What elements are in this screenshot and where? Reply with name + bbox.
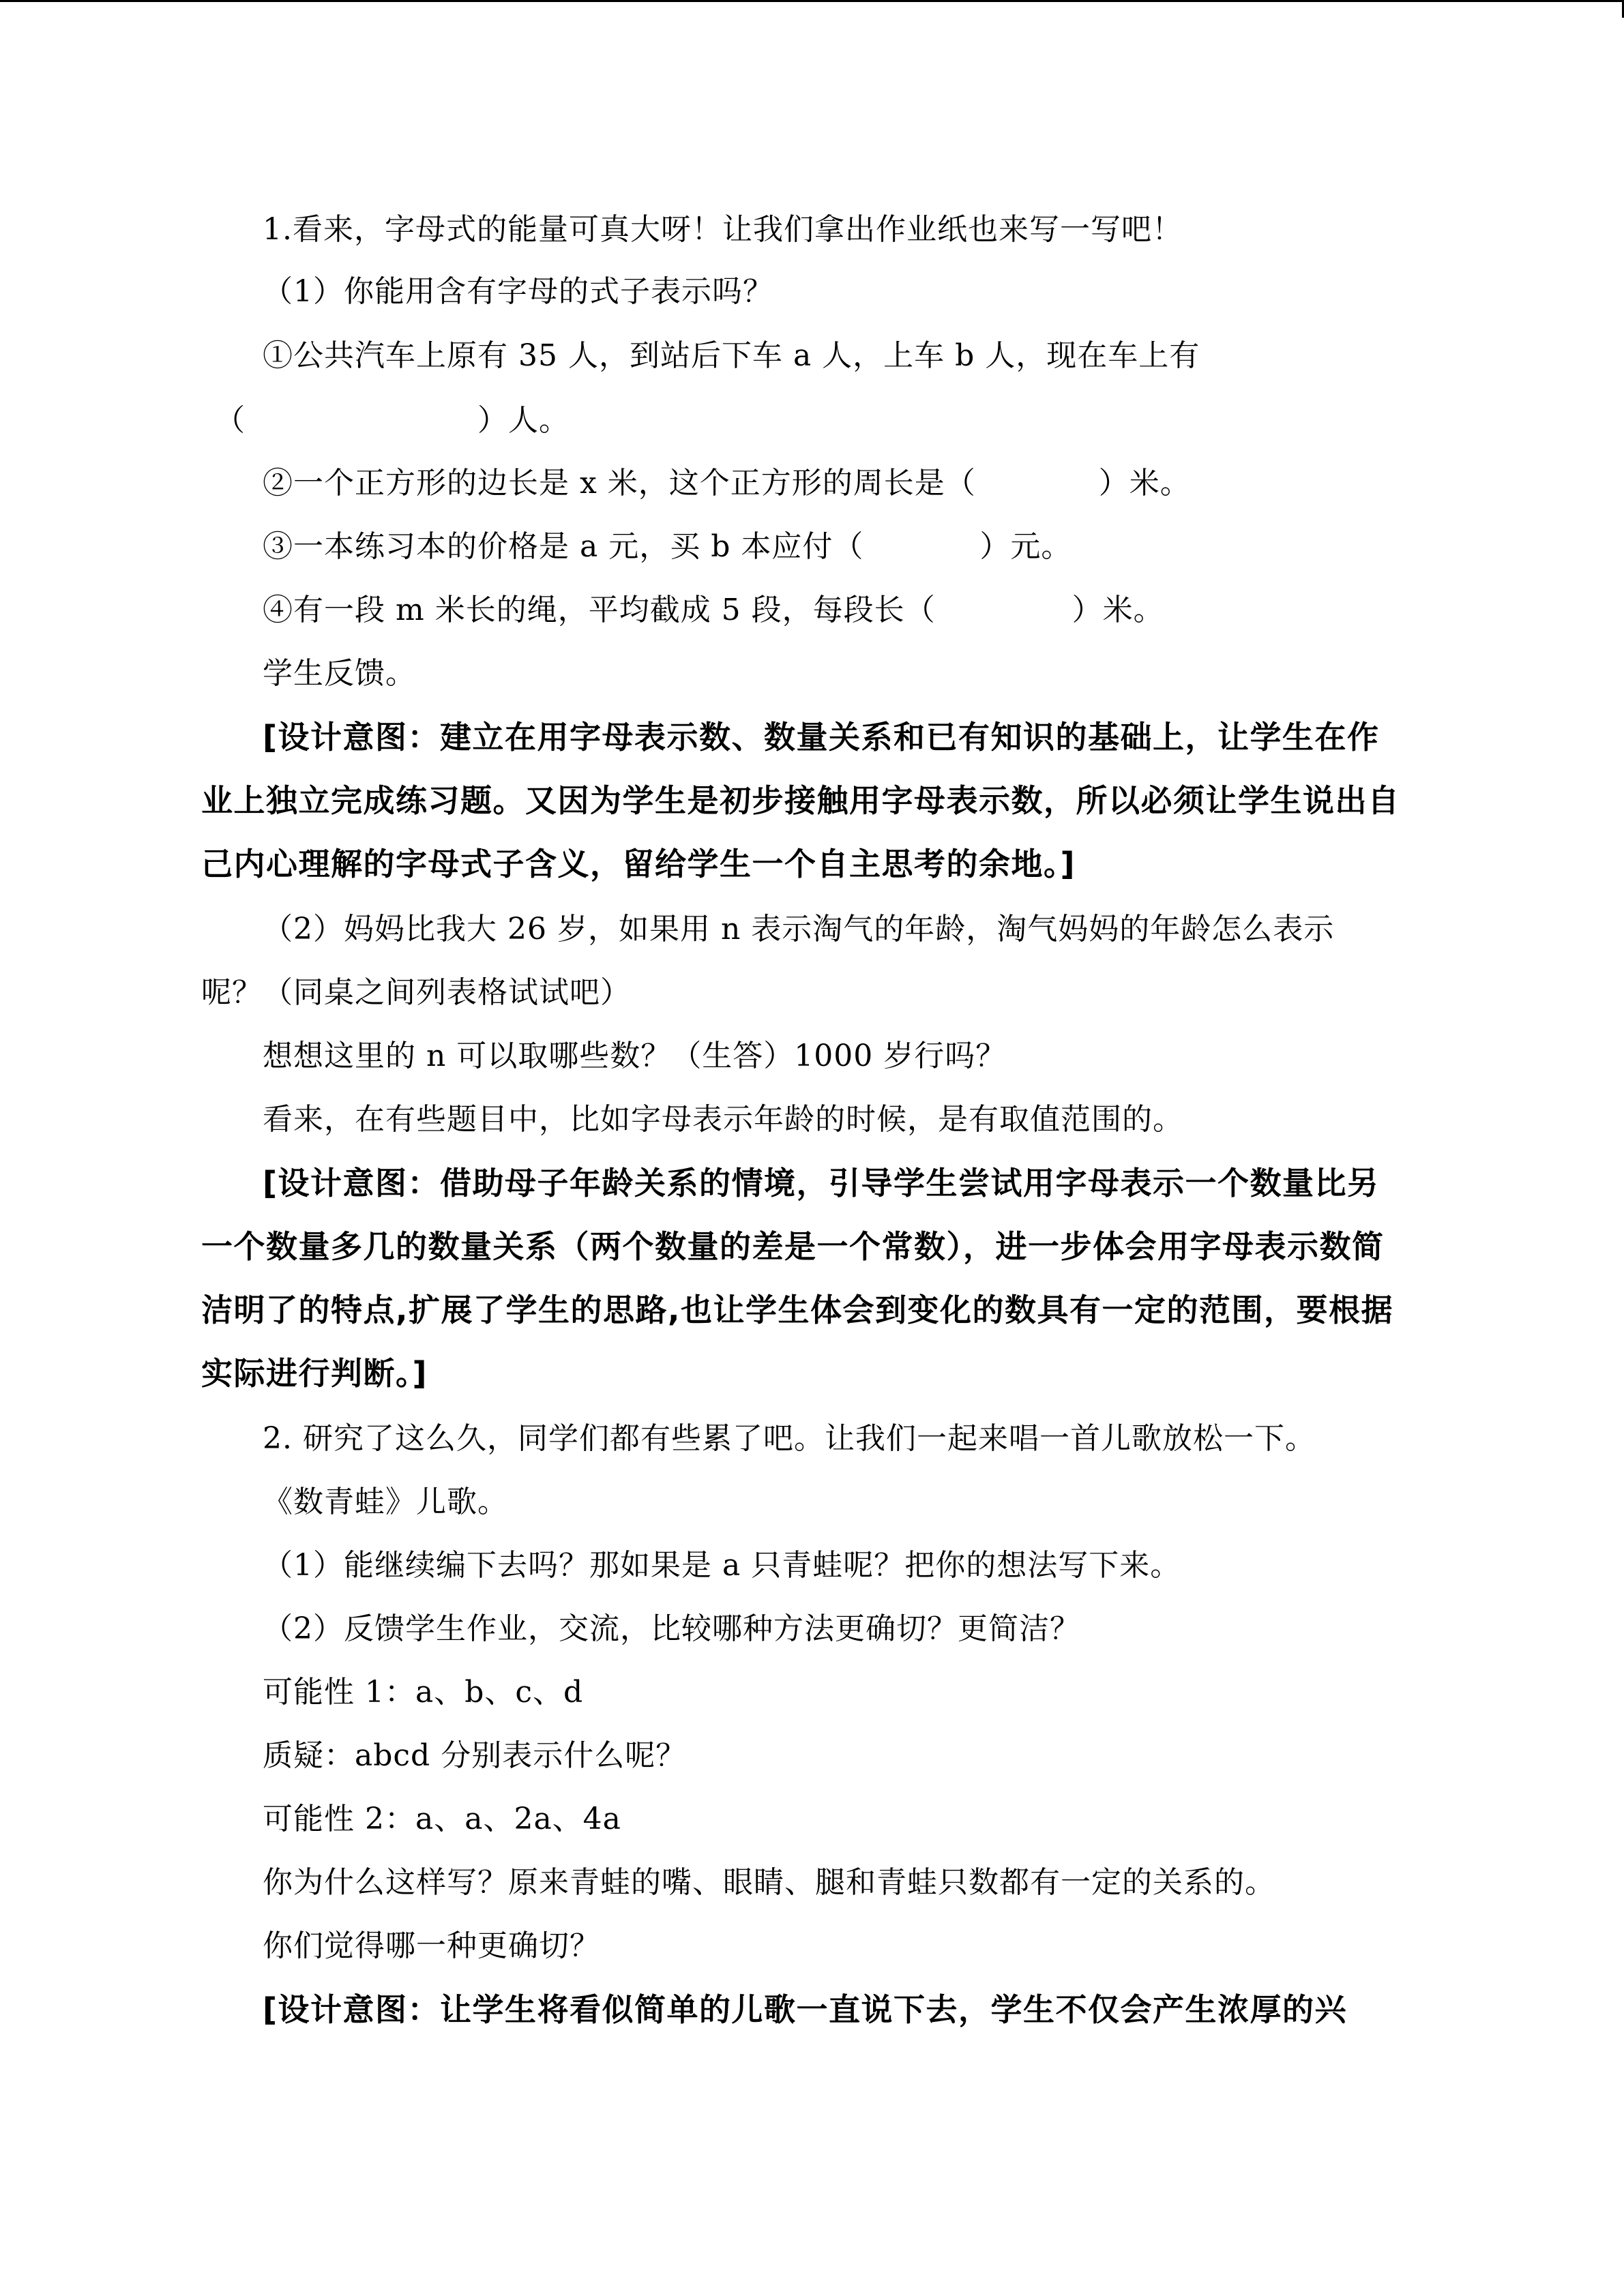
design-intent-2-line-2: 一个数量多几的数量关系（两个数量的差是一个常数），进一步体会用字母表示数简 [201, 1228, 1385, 1265]
blank-open-paren: （ [215, 403, 246, 438]
top-border-line [0, 0, 1624, 2]
comparison-question: 你们觉得哪一种更确切？ [263, 1928, 600, 1963]
explanation-line: 你为什么这样写？原来青蛙的嘴、眼睛、腿和青蛙只数都有一定的关系的。 [263, 1865, 1275, 1900]
item-3-unit: ）元。 [979, 529, 1072, 564]
design-intent-1-line-1: [设计意图：建立在用字母表示数、数量关系和已有知识的基础上，让学生在作 [263, 719, 1380, 756]
possibility-1: 可能性 1：a、b、c、d [263, 1675, 584, 1710]
item-3-text: ③一本练习本的价格是 a 元，买 b 本应付（ [263, 529, 864, 564]
item-4-unit: ）米。 [1072, 593, 1164, 627]
question-1-item-1-blank [215, 400, 570, 441]
question-1-item-4 [263, 590, 1164, 631]
item-2-text: ②一个正方形的边长是 x 米，这个正方形的周长是（ [263, 466, 976, 501]
exercise-2-part-2: （2）反馈学生作业，交流，比较哪种方法更确切？更简洁？ [263, 1611, 1080, 1646]
question-1-item-3 [263, 526, 1072, 567]
possibility-2: 可能性 2：a、a、2a、4a [263, 1802, 621, 1836]
design-intent-2-line-3: 洁明了的特点,扩展了学生的思路,也让学生体会到变化的数具有一定的范围，要根据 [201, 1292, 1393, 1328]
design-intent-2-line-4: 实际进行判断。] [201, 1355, 428, 1392]
item-2-unit: ）米。 [1098, 466, 1191, 501]
design-intent-2-line-1: [设计意图：借助母子年龄关系的情境，引导学生尝试用字母表示一个数量比另 [263, 1165, 1380, 1202]
exercise-2-part-1: （1）能继续编下去吗？那如果是 a 只青蛙呢？把你的想法写下来。 [263, 1548, 1181, 1583]
student-feedback: 学生反馈。 [263, 656, 416, 691]
design-intent-1-line-3: 己内心理解的字母式子含义，留给学生一个自主思考的余地。] [201, 846, 1076, 882]
design-intent-1-line-2: 业上独立完成练习题。又因为学生是初步接触用字母表示数，所以必须让学生说出自 [201, 782, 1400, 819]
song-title: 《数青蛙》儿歌。 [263, 1485, 508, 1519]
exercise-1-intro: 1.看来，字母式的能量可真大呀！让我们拿出作业纸也来写一写吧！ [263, 212, 1183, 247]
question-1-item-1: ①公共汽车上原有 35 人，到站后下车 a 人，上车 b 人，现在车上有 [263, 338, 1200, 373]
question-2-line-1: （2）妈妈比我大 26 岁，如果用 n 表示淘气的年龄，淘气妈妈的年龄怎么表示 [263, 912, 1335, 946]
question-2-line-2: 呢？（同桌之间列表格试试吧） [201, 975, 631, 1010]
question-doubt: 质疑：abcd 分别表示什么呢？ [263, 1738, 687, 1773]
question-2-followup: 想想这里的 n 可以取哪些数？（生答）1000 岁行吗？ [263, 1039, 1007, 1073]
design-intent-3-line-1: [设计意图：让学生将看似简单的儿歌一直说下去，学生不仅会产生浓厚的兴 [263, 1991, 1348, 2028]
exercise-2-intro: 2. 研究了这么久，同学们都有些累了吧。让我们一起来唱一首儿歌放松一下。 [263, 1421, 1316, 1456]
question-1-heading: （1）你能用含有字母的式子表示吗？ [263, 274, 773, 309]
question-1-item-2 [263, 463, 1191, 504]
blank-close-text: ）人。 [477, 403, 570, 438]
question-2-conclusion: 看来，在有些题目中，比如字母表示年龄的时候，是有取值范围的。 [263, 1102, 1183, 1137]
item-4-text: ④有一段 m 米长的绳，平均截成 5 段，每段长（ [263, 593, 936, 627]
